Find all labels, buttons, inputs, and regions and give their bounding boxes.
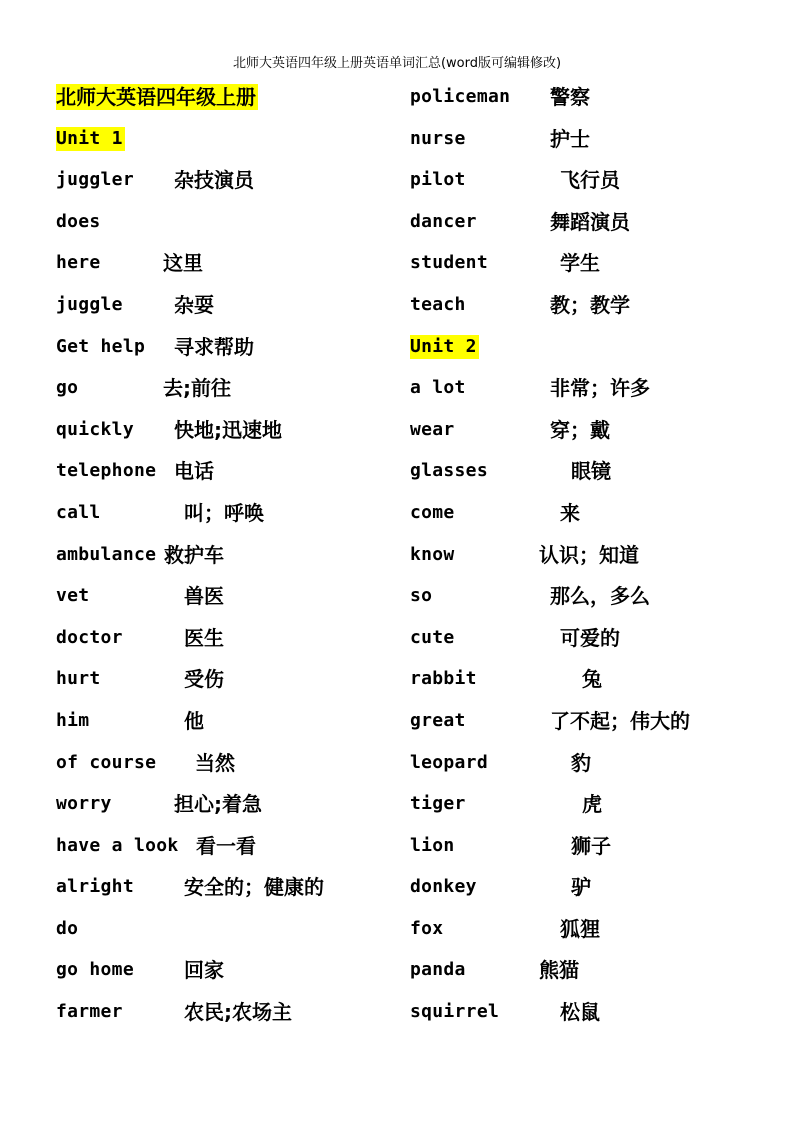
chinese-meaning: 狮子 [571,833,611,858]
english-word: doctor [56,626,123,648]
english-word: quickly [56,418,134,440]
vocab-row [410,908,750,950]
chinese-meaning: 回家 [184,958,224,983]
vocab-row [410,658,750,700]
chinese-meaning: 去;前往 [163,376,231,401]
english-word: of course [56,751,157,773]
chinese-meaning: 驴 [571,875,591,900]
chinese-meaning: 认识；知道 [539,542,639,567]
vocab-row [56,991,396,1033]
chinese-meaning: 穿；戴 [550,417,610,442]
chinese-meaning: 担心;着急 [174,792,262,817]
english-word: rabbit [410,668,477,690]
english-word: know [410,543,455,565]
english-word: great [410,709,466,731]
chinese-meaning: 杂耍 [174,292,214,317]
vocab-row [410,534,750,576]
chinese-meaning: 快地;迅速地 [174,417,282,442]
english-word: alright [56,876,134,898]
vocab-row [56,575,396,617]
english-word: dancer [410,210,477,232]
english-word: nurse [410,127,466,149]
english-word: ambulance [56,543,157,565]
vocab-row [410,825,750,867]
chinese-meaning: 当然 [195,750,235,775]
english-word: here [56,252,101,274]
vocab-row [410,783,750,825]
chinese-meaning: 那么，多么 [550,584,650,609]
unit-heading-row [56,118,396,160]
english-word: farmer [56,1001,123,1023]
english-word: a lot [410,377,466,399]
chinese-meaning: 电话 [174,459,214,484]
vocab-row [56,742,396,784]
english-word: lion [410,834,455,856]
right-column [410,76,750,1033]
vocab-row [410,949,750,991]
english-word: panda [410,959,466,981]
chinese-meaning: 叫；呼唤 [184,500,264,525]
english-word: come [410,501,455,523]
english-word: telephone [56,460,157,482]
english-word: glasses [410,460,488,482]
english-word: go [56,377,79,399]
english-word: tiger [410,793,466,815]
english-word: leopard [410,751,488,773]
vocab-row [56,908,396,950]
chinese-meaning: 受伤 [184,667,224,692]
vocab-row [410,866,750,908]
chinese-meaning: 教；教学 [550,292,630,317]
english-word: teach [410,293,466,315]
english-word: worry [56,793,112,815]
vocab-row [56,284,396,326]
english-word: Get help [56,335,146,357]
chinese-meaning: 飞行员 [560,168,620,193]
chinese-meaning: 这里 [163,251,203,276]
vocab-row [410,991,750,1033]
english-word: hurt [56,668,101,690]
vocab-row [56,617,396,659]
page-header: 北师大英语四年级上册英语单词汇总(word版可编辑修改) [232,56,562,71]
vocab-row [410,492,750,534]
chinese-meaning: 眼镜 [571,459,611,484]
page-title: 北师大英语四年级上册 [56,85,256,109]
vocab-row [410,284,750,326]
vocab-row [56,492,396,534]
chinese-meaning: 兽医 [184,584,224,609]
chinese-meaning: 看一看 [196,833,256,858]
chinese-meaning: 松鼠 [560,1000,600,1025]
english-word: have a look [56,834,179,856]
chinese-meaning: 熊猫 [539,958,579,983]
chinese-meaning: 豹 [571,750,591,775]
vocab-row [56,201,396,243]
chinese-meaning: 寻求帮助 [174,334,254,359]
chinese-meaning: 他 [184,708,204,733]
vocab-row [410,118,750,160]
vocab-row [56,783,396,825]
chinese-meaning: 学生 [560,251,600,276]
vocab-row [56,866,396,908]
vocab-row [56,159,396,201]
vocab-row [56,700,396,742]
vocab-row [56,326,396,368]
english-word: call [56,501,101,523]
vocab-row [56,450,396,492]
vocab-row [56,367,396,409]
chinese-meaning: 杂技演员 [174,168,254,193]
unit-1-heading: Unit 1 [56,127,123,149]
english-word: him [56,709,90,731]
chinese-meaning: 狐狸 [560,916,600,941]
chinese-meaning: 救护车 [164,542,224,567]
chinese-meaning: 可爱的 [560,625,620,650]
vocab-row [56,242,396,284]
english-word: policeman [410,86,511,107]
vocab-row [56,409,396,451]
title-row [56,76,396,118]
vocab-row [410,201,750,243]
english-word: wear [410,418,455,440]
english-word: does [56,210,101,232]
english-word: squirrel [410,1001,500,1023]
vocab-row [410,367,750,409]
vocab-row [56,658,396,700]
vocab-row [410,242,750,284]
vocab-row [56,949,396,991]
chinese-meaning: 舞蹈演员 [550,209,630,234]
english-word: student [410,252,488,274]
english-word: donkey [410,876,477,898]
vocab-row [56,534,396,576]
english-word: juggler [56,169,134,191]
english-word: vet [56,585,90,607]
vocab-row [410,450,750,492]
vocab-row [56,825,396,867]
vocab-row [410,575,750,617]
unit-2-heading: Unit 2 [410,335,477,357]
english-word: go home [56,959,134,981]
english-word: cute [410,626,455,648]
english-word: juggle [56,293,123,315]
chinese-meaning: 虎 [582,792,602,817]
vocab-row [410,742,750,784]
english-word: do [56,917,79,939]
chinese-meaning: 非常；许多 [550,376,650,401]
chinese-meaning: 兔 [582,667,602,692]
vocab-row [410,700,750,742]
vocab-row [410,159,750,201]
english-word: pilot [410,169,466,191]
vocab-row [410,409,750,451]
left-column [56,76,396,1033]
chinese-meaning: 医生 [184,625,224,650]
chinese-meaning: 了不起；伟大的 [550,708,690,733]
chinese-meaning: 警察 [550,85,590,109]
unit-heading-row [410,326,750,368]
english-word: so [410,585,433,607]
chinese-meaning: 护士 [550,126,590,151]
chinese-meaning: 来 [560,500,580,525]
english-word: fox [410,917,444,939]
chinese-meaning: 农民;农场主 [184,1000,292,1025]
vocab-row [410,617,750,659]
chinese-meaning: 安全的；健康的 [184,875,324,900]
vocab-row [410,76,750,118]
